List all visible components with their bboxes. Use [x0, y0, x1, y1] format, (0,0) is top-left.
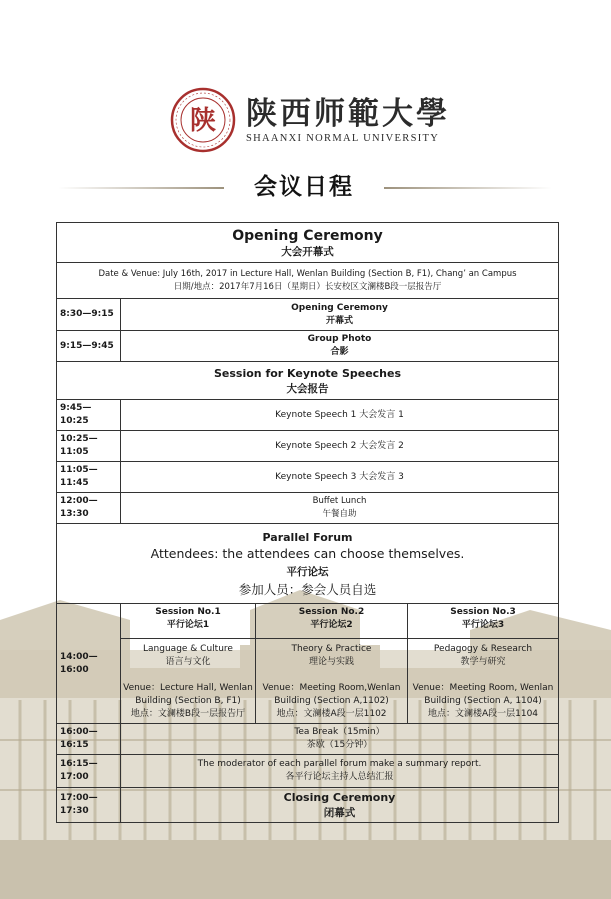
parallel-sessions-row — [57, 604, 559, 724]
event-cell — [121, 788, 559, 823]
opening-date-en: Date & Venue: July 16th, 2017 in Lecture Hall, Wenlan Building (Section B, F1), Chang’ an Campus — [98, 268, 517, 279]
session-2-name-cn: 平行论坛2 — [310, 620, 353, 630]
session-2-cell — [256, 604, 408, 724]
lunch-cn: 午餐自助 — [322, 509, 357, 519]
tea-en: Tea Break（15min） — [294, 727, 385, 737]
table-row — [57, 493, 559, 524]
session-3-name-en: Session No.3 — [450, 607, 516, 617]
time-cell: 16:15—17:00 — [57, 755, 121, 788]
heading-rule-left — [58, 187, 224, 189]
table-row — [57, 462, 559, 493]
table-row — [57, 400, 559, 431]
session-3-venue-en: Venue：Meeting Room, Wenlan Building (Section A, 1104) — [412, 683, 554, 706]
event-en: Opening Ceremony — [291, 302, 388, 313]
event-cell — [121, 493, 559, 524]
event-en: Group Photo — [307, 334, 372, 344]
opening-date-row — [57, 263, 559, 299]
session-1-cell — [121, 604, 256, 724]
opening-date-cn: 日期/地点：2017年7月16日（星期日）长安校区文澜楼B段一层报告厅 — [173, 281, 442, 292]
time-cell: 9:15—9:45 — [57, 331, 121, 362]
event-cell — [121, 755, 559, 788]
event-cn: 合影 — [330, 347, 349, 357]
time-cell: 8:30—9:15 — [57, 299, 121, 331]
session-1-venue-cn: 地点：文澜楼B段一层报告厅 — [130, 709, 246, 719]
event-cell: Keynote Speech 3 大会发言 3 — [121, 462, 559, 493]
closing-en: Closing Ceremony — [283, 791, 396, 804]
session-3-venue-cn: 地点：文澜楼A段一层1104 — [427, 709, 539, 719]
table-row — [57, 755, 559, 788]
event-cell: Keynote Speech 2 大会发言 2 — [121, 431, 559, 462]
parallel-title-cell — [57, 524, 559, 604]
time-cell: 9:45—10:25 — [57, 400, 121, 431]
time-cell: 16:00—16:15 — [57, 724, 121, 755]
event-cell — [121, 724, 559, 755]
keynote-title-row — [57, 362, 559, 400]
time-cell: 12:00—13:30 — [57, 493, 121, 524]
opening-date-cell — [57, 263, 559, 299]
opening-title-cn: 大会开幕式 — [281, 245, 334, 258]
session-2-topic-cn: 理论与实践 — [308, 657, 354, 667]
session-3-topic-en: Pedagogy & Research — [433, 644, 533, 654]
parallel-attendees-cn: 参加人员：参会人员自选 — [238, 581, 377, 597]
university-name — [246, 96, 450, 144]
session-2-venue-cn: 地点：文澜楼A段一层1102 — [276, 709, 387, 719]
table-row — [57, 788, 559, 823]
session-3-name-cn: 平行论坛3 — [461, 620, 505, 630]
university-name-en: SHAANXI NORMAL UNIVERSITY — [246, 133, 440, 144]
session-1-topic-cn: 语言与文化 — [165, 657, 211, 667]
keynote-title-en: Session for Keynote Speeches — [213, 366, 402, 380]
university-seal-icon — [170, 87, 236, 153]
time-cell: 17:00—17:30 — [57, 788, 121, 823]
time-cell: 14:00—16:00 — [57, 604, 121, 724]
seal-char: 陕 — [189, 106, 217, 136]
opening-title-en: Opening Ceremony — [232, 227, 383, 244]
session-1-name-cn: 平行论坛1 — [166, 620, 210, 630]
parallel-title-en: Parallel Forum — [262, 530, 353, 544]
time-cell: 11:05—11:45 — [57, 462, 121, 493]
university-logo — [170, 84, 450, 156]
table-row — [57, 299, 559, 331]
session-3-topic-cn: 教学与研究 — [460, 657, 506, 667]
session-3-cell — [408, 604, 559, 724]
parallel-title-cn: 平行论坛 — [286, 565, 329, 578]
session-1-venue-en: Venue：Lecture Hall, Wenlan Building (Section B, F1) — [123, 683, 253, 706]
event-cell — [121, 299, 559, 331]
page-heading — [0, 170, 611, 204]
session-2-name-en: Session No.2 — [298, 607, 365, 617]
keynote-title-cell — [57, 362, 559, 400]
parallel-attendees-en: Attendees: the attendees can choose themselves. — [150, 545, 465, 561]
session-1-topic-en: Language & Culture — [143, 644, 233, 654]
table-row — [57, 724, 559, 755]
university-name-cn: 陕西师範大學 — [246, 96, 450, 132]
lunch-en: Buffet Lunch — [312, 496, 367, 506]
parallel-title-row — [57, 524, 559, 604]
time-cell: 10:25—11:05 — [57, 431, 121, 462]
session-2-topic-en: Theory & Practice — [291, 644, 372, 654]
table-row — [57, 431, 559, 462]
event-cell — [121, 331, 559, 362]
summary-en: The moderator of each parallel forum make a summary report. — [197, 759, 482, 769]
session-2-venue-en: Venue：Meeting Room,Wenlan Building (Section A,1102) — [262, 683, 401, 706]
table-row — [57, 331, 559, 362]
keynote-title-cn: 大会报告 — [286, 382, 329, 395]
session-1-name-en: Session No.1 — [155, 607, 221, 617]
summary-cn: 各平行论坛主持人总结汇报 — [285, 772, 394, 782]
opening-title-cell — [57, 223, 559, 263]
closing-cn: 闭幕式 — [323, 807, 356, 819]
opening-title-row — [57, 223, 559, 263]
heading-rule-right — [384, 187, 552, 189]
tea-cn: 茶歇（15分钟） — [306, 740, 373, 750]
page-title: 会议日程 — [254, 174, 354, 200]
schedule-table — [56, 222, 559, 823]
event-cell: Keynote Speech 1 大会发言 1 — [121, 400, 559, 431]
event-cn: 开幕式 — [326, 315, 354, 326]
